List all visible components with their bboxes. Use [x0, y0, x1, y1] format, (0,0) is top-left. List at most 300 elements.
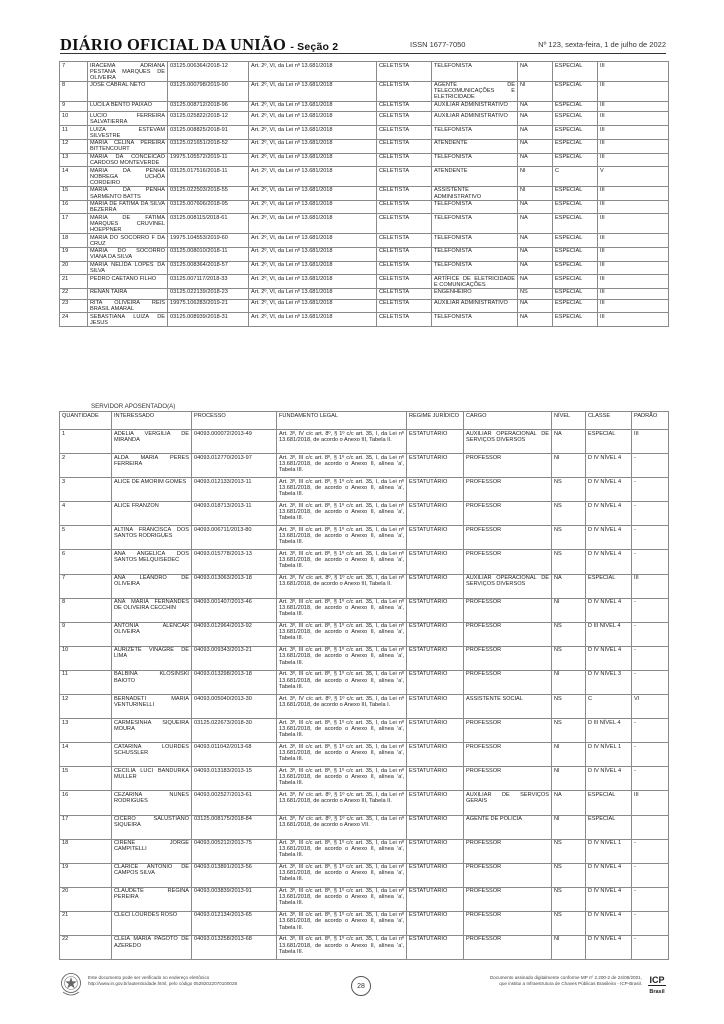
legal-basis-cell: Art. 2º, VI, da Lei nº 13.681/2018 [249, 186, 377, 200]
issn: ISSN 1677-7050 [410, 40, 466, 49]
standard-cell: III [598, 186, 669, 200]
interested-name-cell: CARMESINHA SIQUEIRA MOURA [112, 719, 192, 743]
interested-name-cell: MARIA NELIDA LOPES DA SILVA [88, 261, 168, 275]
standard-cell: - [632, 478, 669, 502]
process-number-cell: 04093.013298/2013-18 [192, 670, 277, 694]
class-cell: ESPECIAL [553, 101, 598, 112]
class-cell: D IV NÍVEL 4 [586, 550, 632, 574]
standard-cell: VI [632, 695, 669, 719]
process-number-cell: 04093.011042/2013-68 [192, 743, 277, 767]
legal-regime-cell: ESTATUTÁRIO [407, 478, 464, 502]
legal-basis-cell: Art. 3º, III c/c art. 8º, § 1º c/c art. 35, I, da Lei nº 13.681/2018, de acordo o Anexo II, alínea 'a', Tabela III. [277, 622, 407, 646]
table-row [60, 598, 669, 622]
process-number-cell: 19975.105572/2019-11 [168, 153, 249, 167]
row-number-cell: 19 [60, 247, 88, 261]
row-number-cell: 4 [60, 502, 112, 526]
table-row [60, 767, 669, 791]
process-number-cell: 03125.008939/2018-31 [168, 313, 249, 327]
process-number-cell: 04093.015778/2013-13 [192, 550, 277, 574]
class-cell: ESPECIAL [553, 299, 598, 313]
table-row [60, 863, 669, 887]
legal-regime-cell: CELETISTA [377, 214, 432, 234]
interested-name-cell: MARIA DA CONCEICAO CARDOSO MONTEVERDE [88, 153, 168, 167]
position-cell: AGENTE DE TELECOMUNICAÇÕES E ELETRICIDADE [432, 81, 518, 101]
legal-regime-cell: ESTATUTÁRIO [407, 646, 464, 670]
level-cell: NA [518, 234, 553, 248]
level-cell: NS [552, 863, 586, 887]
legal-basis-cell: Art. 3º, IV c/c art. 8º, § 1º c/c art. 35, I, da Lei nº 13.681/2018, de acordo o Anexo III, Tabela I. [277, 695, 407, 719]
class-cell: D III NÍVEL 4 [586, 719, 632, 743]
process-number-cell: 03125.022673/2018-30 [192, 719, 277, 743]
legal-basis-cell: Art. 2º, VI, da Lei nº 13.681/2018 [249, 200, 377, 214]
row-number-cell: 16 [60, 200, 88, 214]
legal-basis-cell: Art. 2º, VI, da Lei nº 13.681/2018 [249, 112, 377, 126]
class-cell: ESPECIAL [553, 81, 598, 101]
table-row [60, 313, 669, 327]
legal-basis-cell: Art. 3º, IV c/c art. 8º, § 1º c/c art. 35, I, da Lei nº 13.681/2018, de acordo o Anexo III, Tabela II. [277, 791, 407, 815]
class-cell: ESPECIAL [586, 574, 632, 598]
column-header-row-number: QUANTIDADE [60, 412, 112, 430]
position-cell: TELEFONISTA [432, 313, 518, 327]
interested-name-cell: RENAN TAIRA [88, 288, 168, 299]
interested-name-cell: ANA MARIA FERNANDES DE OLIVEIRA CECCHIN [112, 598, 192, 622]
legal-regime-cell: CELETISTA [377, 126, 432, 140]
process-number-cell: 03125.000798/2019-90 [168, 81, 249, 101]
edition-info: Nº 123, sexta-feira, 1 de julho de 2022 [538, 40, 666, 49]
legal-basis-cell: Art. 3º, III c/c art. 8º, § 1º c/c art. 35, I, da Lei nº 13.681/2018, de acordo o Anexo II, alínea 'a', Tabela III. [277, 670, 407, 694]
position-cell: ENGENHEIRO [432, 288, 518, 299]
table-row [60, 81, 669, 101]
class-cell: C [586, 695, 632, 719]
table-row [60, 695, 669, 719]
legal-basis-cell: Art. 3º, III c/c art. 8º, § 1º c/c art. 35, I, da Lei nº 13.681/2018, de acordo o Anexo II, alínea 'a', Tabela III. [277, 863, 407, 887]
row-number-cell: 3 [60, 478, 112, 502]
level-cell: NI [552, 598, 586, 622]
process-number-cell: 04093.013183/2013-15 [192, 767, 277, 791]
table-row [60, 911, 669, 935]
process-number-cell: 04093.000072/2013-49 [192, 430, 277, 454]
row-number-cell: 12 [60, 139, 88, 153]
interested-name-cell: SEBASTIANA LUIZA DE JESUS [88, 313, 168, 327]
legal-basis-cell: Art. 2º, VI, da Lei nº 13.681/2018 [249, 214, 377, 234]
process-number-cell: 04093.009343/2013-21 [192, 646, 277, 670]
row-number-cell: 9 [60, 622, 112, 646]
table-row [60, 288, 669, 299]
table-row [60, 502, 669, 526]
legal-regime-cell: ESTATUTÁRIO [407, 815, 464, 839]
standard-cell: - [632, 743, 669, 767]
position-cell: PROFESSOR [464, 454, 552, 478]
position-cell: PROFESSOR [464, 743, 552, 767]
process-number-cell: 03125.008825/2018-91 [168, 126, 249, 140]
position-cell: AUXILIAR OPERACIONAL DE SERVIÇOS DIVERSOS [464, 574, 552, 598]
legal-basis-cell: Art. 2º, VI, da Lei nº 13.681/2018 [249, 247, 377, 261]
class-cell: D IV NÍVEL 4 [586, 646, 632, 670]
interested-name-cell: CEZARINA NUNES RODRIGUES [112, 791, 192, 815]
table-row [60, 430, 669, 454]
legal-regime-cell: CELETISTA [377, 261, 432, 275]
class-cell: D IV NÍVEL 4 [586, 502, 632, 526]
standard-cell: III [632, 430, 669, 454]
level-cell: NS [552, 478, 586, 502]
legal-regime-cell: CELETISTA [377, 153, 432, 167]
table-row [60, 167, 669, 187]
legal-basis-cell: Art. 2º, VI, da Lei nº 13.681/2018 [249, 313, 377, 327]
legal-regime-cell: CELETISTA [377, 167, 432, 187]
class-cell: ESPECIAL [553, 247, 598, 261]
interested-name-cell: MARIA DE FATIMA MARQUES CRUVINEL HOEPPNER [88, 214, 168, 234]
row-number-cell: 11 [60, 126, 88, 140]
level-cell: NA [518, 313, 553, 327]
interested-name-cell: MARIA DA PENHA NOBREGA UCHÔA CORDEIRO [88, 167, 168, 187]
legal-basis-cell: Art. 2º, VI, da Lei nº 13.681/2018 [249, 275, 377, 289]
standard-cell: III [598, 126, 669, 140]
process-number-cell: 04093.012134/2013-65 [192, 911, 277, 935]
journal-title: DIÁRIO OFICIAL DA UNIÃO - Seção 2 [60, 35, 339, 54]
interested-name-cell: RITA OLIVEIRA REIS BRASIL AMARAL [88, 299, 168, 313]
legal-basis-cell: Art. 2º, VI, da Lei nº 13.681/2018 [249, 62, 377, 82]
process-number-cell: 03125.017516/2018-11 [168, 167, 249, 187]
row-number-cell: 18 [60, 839, 112, 863]
class-cell: ESPECIAL [553, 200, 598, 214]
interested-name-cell: CATARINA LOURDES SCHUSSLER [112, 743, 192, 767]
class-cell: ESPECIAL [586, 430, 632, 454]
standard-cell: III [598, 313, 669, 327]
legal-regime-cell: CELETISTA [377, 112, 432, 126]
level-cell: NA [552, 430, 586, 454]
position-cell: TELEFONISTA [432, 214, 518, 234]
class-cell: D IV NÍVEL 1 [586, 839, 632, 863]
interested-name-cell: CICERO SALUSTIANO SIQUEIRA [112, 815, 192, 839]
row-number-cell: 15 [60, 186, 88, 200]
standard-cell: III [598, 200, 669, 214]
table-row [60, 186, 669, 200]
standard-cell [632, 815, 669, 839]
process-number-cell: 04093.012964/2013-92 [192, 622, 277, 646]
legal-regime-cell: CELETISTA [377, 288, 432, 299]
level-cell: NA [518, 200, 553, 214]
row-number-cell: 13 [60, 153, 88, 167]
section-label: - Seção 2 [290, 41, 339, 53]
row-number-cell: 2 [60, 454, 112, 478]
standard-cell: - [632, 598, 669, 622]
standard-cell: - [632, 911, 669, 935]
class-cell: ESPECIAL [553, 126, 598, 140]
svg-text:Brasil: Brasil [649, 989, 665, 995]
table-row [60, 139, 669, 153]
class-cell: ESPECIAL [553, 313, 598, 327]
process-number-cell: 03125.007117/2018-33 [168, 275, 249, 289]
table-row [60, 261, 669, 275]
legal-regime-cell: ESTATUTÁRIO [407, 719, 464, 743]
process-number-cell: 03125.021651/2018-52 [168, 139, 249, 153]
standard-cell: III [598, 81, 669, 101]
level-cell: NA [552, 574, 586, 598]
row-number-cell: 12 [60, 695, 112, 719]
process-number-cell: 19975.104553/2019-60 [168, 234, 249, 248]
class-cell: D IV NÍVEL 4 [586, 863, 632, 887]
legal-basis-cell: Art. 3º, III c/c art. 8º, § 1º c/c art. 35, I, da Lei nº 13.681/2018, de acordo o Anexo II, alínea 'a', Tabela III. [277, 454, 407, 478]
legal-regime-cell: ESTATUTÁRIO [407, 598, 464, 622]
class-cell: ESPECIAL [553, 186, 598, 200]
interested-name-cell: IRACEMA ADRIANA PESTANA MARQUES DE OLIVEIRA [88, 62, 168, 82]
legal-basis-cell: Art. 2º, VI, da Lei nº 13.681/2018 [249, 126, 377, 140]
row-number-cell: 7 [60, 62, 88, 82]
standard-cell: III [598, 288, 669, 299]
level-cell: NA [518, 299, 553, 313]
class-cell: D IV NÍVEL 4 [586, 911, 632, 935]
level-cell: NA [518, 139, 553, 153]
position-cell: PROFESSOR [464, 911, 552, 935]
position-cell: ASSISTENTE ADMINISTRATIVO [432, 186, 518, 200]
standard-cell: III [598, 234, 669, 248]
table-row [60, 791, 669, 815]
standard-cell: III [598, 214, 669, 234]
column-header-level: NÍVEL [552, 412, 586, 430]
process-number-cell: 04093.013891/2013-56 [192, 863, 277, 887]
legal-regime-cell: CELETISTA [377, 186, 432, 200]
standard-cell: - [632, 502, 669, 526]
process-number-cell: 04093.013063/2013-18 [192, 574, 277, 598]
row-number-cell: 23 [60, 299, 88, 313]
level-cell: NI [552, 743, 586, 767]
position-cell: PROFESSOR [464, 550, 552, 574]
level-cell: NS [552, 646, 586, 670]
standard-cell: - [632, 646, 669, 670]
level-cell: NA [518, 62, 553, 82]
standard-cell: - [632, 767, 669, 791]
legal-regime-cell: ESTATUTÁRIO [407, 430, 464, 454]
position-cell: PROFESSOR [464, 719, 552, 743]
legal-basis-cell: Art. 3º, IV c/c art. 8º, § 1º c/c art. 35, I, da Lei nº 13.681/2018, de acordo o Anexo III, Tabela II. [277, 574, 407, 598]
level-cell: NA [518, 112, 553, 126]
class-cell: ESPECIAL [553, 261, 598, 275]
legal-basis-cell: Art. 3º, III c/c art. 8º, § 1º c/c art. 35, I, da Lei nº 13.681/2018, de acordo o Anexo II, alínea 'a', Tabela III. [277, 502, 407, 526]
interested-name-cell: ANA ANGELICA DOS SANTOS MELQUISEDEC [112, 550, 192, 574]
table-row [60, 622, 669, 646]
row-number-cell: 22 [60, 935, 112, 959]
position-cell: PROFESSOR [464, 478, 552, 502]
legal-regime-cell: CELETISTA [377, 247, 432, 261]
interested-name-cell: CLEIA MARIA PAGOTO DE AZEREDO [112, 935, 192, 959]
table-row [60, 935, 669, 959]
level-cell: NI [552, 670, 586, 694]
level-cell: NS [552, 839, 586, 863]
standard-cell: III [598, 261, 669, 275]
position-cell: ASSISTENTE SOCIAL [464, 695, 552, 719]
table-row [60, 646, 669, 670]
page-number: 28 [351, 976, 371, 996]
interested-name-cell: MARIA DO SOCORRO VIANA DA SILVA [88, 247, 168, 261]
table-row [60, 454, 669, 478]
position-cell: AUXILIAR ADMINISTRATIVO [432, 101, 518, 112]
class-cell: D IV NÍVEL 1 [586, 743, 632, 767]
table-row [60, 112, 669, 126]
interested-name-cell: BALBINA KLOSINSKI BAIOTO [112, 670, 192, 694]
legal-basis-cell: Art. 2º, VI, da Lei nº 13.681/2018 [249, 234, 377, 248]
interested-name-cell: CECILIA LUCI BANDURKA MULLER [112, 767, 192, 791]
interested-name-cell: ALICE DE AMORIM GOMES [112, 478, 192, 502]
legal-regime-cell: CELETISTA [377, 313, 432, 327]
icp-brasil-logo-icon [646, 973, 668, 997]
position-cell: TELEFONISTA [432, 153, 518, 167]
legal-regime-cell: ESTATUTÁRIO [407, 574, 464, 598]
legal-basis-cell: Art. 2º, VI, da Lei nº 13.681/2018 [249, 81, 377, 101]
standard-cell: - [632, 719, 669, 743]
level-cell: NA [518, 247, 553, 261]
position-cell: PROFESSOR [464, 935, 552, 959]
verification-note: Este documento pode ser verificado no endereço eletrônico http://www.in.gov.br/autenticidade.html, pelo código 05292022070100028 [88, 975, 238, 986]
standard-cell: III [598, 62, 669, 82]
coat-of-arms-icon [60, 972, 82, 998]
legal-regime-cell: CELETISTA [377, 275, 432, 289]
interested-name-cell: LUIZA ESTEVAM SILVESTRE [88, 126, 168, 140]
legal-basis-cell: Art. 3º, IV c/c art. 8º, § 1º c/c art. 35, I, da Lei nº 13.681/2018, de acordo o Anexo III, Tabela II. [277, 430, 407, 454]
row-number-cell: 5 [60, 526, 112, 550]
standard-cell: III [598, 101, 669, 112]
position-cell: PROFESSOR [464, 670, 552, 694]
legal-regime-cell: ESTATUTÁRIO [407, 863, 464, 887]
column-header-position: CARGO [464, 412, 552, 430]
class-cell: D IV NÍVEL 4 [586, 935, 632, 959]
process-number-cell: 04093.012133/2013-11 [192, 478, 277, 502]
class-cell: D IV NÍVEL 4 [586, 526, 632, 550]
table-row [60, 62, 669, 82]
row-number-cell: 17 [60, 815, 112, 839]
legal-regime-cell: ESTATUTÁRIO [407, 526, 464, 550]
row-number-cell: 11 [60, 670, 112, 694]
position-cell: AGENTE DE POLÍCIA [464, 815, 552, 839]
page-footer [60, 972, 668, 1008]
process-number-cell: 04093.006711/2013-80 [192, 526, 277, 550]
class-cell: ESPECIAL [553, 153, 598, 167]
row-number-cell: 6 [60, 550, 112, 574]
process-number-cell: 03125.022503/2018-55 [168, 186, 249, 200]
position-cell: ATENDENTE [432, 139, 518, 153]
legal-basis-cell: Art. 3º, III c/c art. 8º, § 1º c/c art. 35, I, da Lei nº 13.681/2018, de acordo o Anexo II, alínea 'a', Tabela III. [277, 719, 407, 743]
process-number-cell: 04093.012770/2013-97 [192, 454, 277, 478]
standard-cell: - [632, 454, 669, 478]
row-number-cell: 17 [60, 214, 88, 234]
legal-regime-cell: ESTATUTÁRIO [407, 670, 464, 694]
standard-cell: - [632, 550, 669, 574]
row-number-cell: 7 [60, 574, 112, 598]
table-row [60, 299, 669, 313]
interested-name-cell: ALTINA FRANCISCA DOS SANTOS RODRIGUES [112, 526, 192, 550]
legal-regime-cell: ESTATUTÁRIO [407, 935, 464, 959]
standard-cell: - [632, 839, 669, 863]
legal-basis-cell: Art. 2º, VI, da Lei nº 13.681/2018 [249, 261, 377, 275]
legal-regime-cell: ESTATUTÁRIO [407, 743, 464, 767]
interested-name-cell: LUCIO FERREIRA SALVATIERRA [88, 112, 168, 126]
class-cell: ESPECIAL [553, 139, 598, 153]
interested-name-cell: ALICE FRANZON [112, 502, 192, 526]
class-cell: ESPECIAL [553, 112, 598, 126]
level-cell: NA [518, 101, 553, 112]
process-number-cell: 03125.008364/2018-57 [168, 261, 249, 275]
table-row [60, 719, 669, 743]
level-cell: NS [552, 695, 586, 719]
interested-name-cell: CLAUDETE REGINA PEREIRA [112, 887, 192, 911]
standard-cell: III [598, 112, 669, 126]
process-number-cell: 03125.025822/2018-12 [168, 112, 249, 126]
row-number-cell: 9 [60, 101, 88, 112]
table-row [60, 234, 669, 248]
level-cell: NI [552, 815, 586, 839]
table-row [60, 478, 669, 502]
standard-cell: - [632, 526, 669, 550]
table-row [60, 815, 669, 839]
standard-cell: V [598, 167, 669, 187]
legal-basis-cell: Art. 3º, III c/c art. 8º, § 1º c/c art. 35, I, da Lei nº 13.681/2018, de acordo o Anexo II, alínea 'a', Tabela III. [277, 935, 407, 959]
legal-basis-cell: Art. 2º, VI, da Lei nº 13.681/2018 [249, 101, 377, 112]
table-header-row [60, 412, 669, 430]
legal-basis-cell: Art. 3º, III c/c art. 8º, § 1º c/c art. 35, I, da Lei nº 13.681/2018, de acordo o Anexo II, alínea 'a', Tabela III. [277, 550, 407, 574]
standard-cell: - [632, 887, 669, 911]
position-cell: PROFESSOR [464, 598, 552, 622]
process-number-cell: 03125.008010/2018-11 [168, 247, 249, 261]
interested-name-cell: JOSÉ CABRAL NETO [88, 81, 168, 101]
class-cell: D IV NÍVEL 4 [586, 767, 632, 791]
level-cell: NI [518, 167, 553, 187]
legal-basis-cell: Art. 2º, VI, da Lei nº 13.681/2018 [249, 288, 377, 299]
process-number-cell: 03125.008712/2018-96 [168, 101, 249, 112]
level-cell: NI [518, 186, 553, 200]
verification-link[interactable]: http://www.in.gov.br/autenticidade.html, pelo código 05292022070100028 [88, 981, 238, 986]
level-cell: NA [518, 153, 553, 167]
legal-regime-cell: ESTATUTÁRIO [407, 839, 464, 863]
standard-cell: III [598, 247, 669, 261]
standard-cell: III [598, 299, 669, 313]
column-header-standard: PADRÃO [632, 412, 669, 430]
level-cell: NS [552, 526, 586, 550]
legal-basis-cell: Art. 3º, III c/c art. 8º, § 1º c/c art. 35, I, da Lei nº 13.681/2018, de acordo o Anexo II, alínea 'a', Tabela III. [277, 767, 407, 791]
section-title: SERVIDOR APOSENTADO(A) [91, 403, 176, 410]
position-cell: PROFESSOR [464, 863, 552, 887]
position-cell: TELEFONISTA [432, 234, 518, 248]
legal-regime-cell: CELETISTA [377, 299, 432, 313]
legal-basis-cell: Art. 2º, VI, da Lei nº 13.681/2018 [249, 299, 377, 313]
table-row [60, 574, 669, 598]
level-cell: NA [552, 791, 586, 815]
row-number-cell: 20 [60, 261, 88, 275]
legal-basis-cell: Art. 3º, III c/c art. 8º, § 1º c/c art. 35, I, da Lei nº 13.681/2018, de acordo o Anexo II, alínea 'a', Tabela III. [277, 839, 407, 863]
level-cell: NA [518, 275, 553, 289]
legal-basis-cell: Art. 3º, III c/c art. 8º, § 1º c/c art. 35, I, da Lei nº 13.681/2018, de acordo o Anexo II, alínea 'a', Tabela III. [277, 598, 407, 622]
interested-name-cell: BERNADETI MARIA VENTURINELLI [112, 695, 192, 719]
position-cell: PROFESSOR [464, 526, 552, 550]
interested-name-cell: CIRENE JORGE CAMPITELLI [112, 839, 192, 863]
legal-basis-cell: Art. 3º, III c/c art. 8º, § 1º c/c art. 35, I, da Lei nº 13.681/2018, de acordo o Anexo II, alínea 'a', Tabela III. [277, 646, 407, 670]
row-number-cell: 14 [60, 167, 88, 187]
standard-cell: - [632, 935, 669, 959]
column-header-interested-name: INTERESSADO [112, 412, 192, 430]
class-cell: ESPECIAL [553, 288, 598, 299]
legal-regime-cell: ESTATUTÁRIO [407, 550, 464, 574]
standard-cell: III [598, 275, 669, 289]
interested-name-cell: AURIZETE VINAGRE DE LIMA [112, 646, 192, 670]
legal-regime-cell: ESTATUTÁRIO [407, 911, 464, 935]
interested-name-cell: MARIA DA PENHA SARMENTO BATTS [88, 186, 168, 200]
standard-cell: - [632, 863, 669, 887]
class-cell: D IV NÍVEL 4 [586, 598, 632, 622]
class-cell: D IV NÍVEL 4 [586, 454, 632, 478]
row-number-cell: 16 [60, 791, 112, 815]
interested-name-cell: ANA LEANDRO DE OLIVEIRA [112, 574, 192, 598]
level-cell: NS [552, 502, 586, 526]
table-row [60, 153, 669, 167]
table-row [60, 526, 669, 550]
